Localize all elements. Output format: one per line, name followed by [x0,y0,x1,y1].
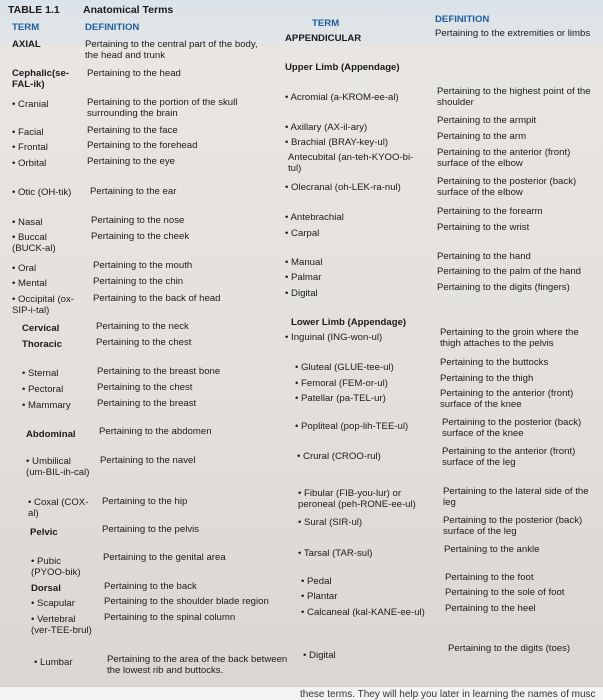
cell-pedal-def: Pertaining to the foot [445,572,534,583]
cell-oral-def: Pertaining to the mouth [93,260,193,271]
cell-buccal-def: Pertaining to the cheek [91,231,190,242]
cell-occipital-line-1: • Occipital (ox- [12,294,74,305]
cell-cephalic-line-2: FAL-ik) [12,78,45,90]
cell-abdominal-def: Pertaining to the abdomen [99,426,212,437]
cell-mammary: • Mammary [22,400,71,411]
table-title: Anatomical Terms [83,4,174,16]
cell-pubic-def: Pertaining to the genital area [103,552,226,563]
cell-pectoral-def: Pertaining to the chest [97,382,193,393]
cell-lumbar-def-line-2: the lowest rib and buttocks. [107,664,224,676]
cell-facial: • Facial [12,127,44,138]
cell-dorsal-def: Pertaining to the back [104,581,197,592]
cell-vertebral-line-1: • Vertebral [31,614,76,625]
cell-occipital-line-2: SIP-i-tal) [12,304,50,316]
cell-vertebral-def: Pertaining to the spinal column [104,612,236,623]
cell-calcaneal-def: Pertaining to the heel [445,603,536,614]
cell-popliteal-def-line-2: surface of the knee [442,427,524,439]
cell-sternal-def: Pertaining to the breast bone [97,366,221,377]
cell-scapular: • Scapular [31,598,75,609]
cell-carpal-def: Pertaining to the wrist [437,222,530,233]
cell-vertebral-line-2: (ver-TEE-brul) [31,624,92,636]
cell-thoracic-def: Pertaining to the chest [96,337,192,348]
cell-manual: • Manual [285,257,323,268]
cell-axial-def-line-1: Pertaining to the central part of the body, [85,39,258,50]
cell-axial: AXIAL [12,39,41,50]
cell-nasal-def: Pertaining to the nose [91,215,185,226]
cell-gluteal-def: Pertaining to the buttocks [440,357,549,368]
cell-tarsal: • Tarsal (TAR-sul) [298,548,373,559]
cell-abdominal: Abdominal [26,429,76,440]
cell-inguinal-def-line-1: Pertaining to the groin where the [440,327,579,338]
cell-digital-upper: • Digital [285,288,318,299]
cell-appendicular-def: Pertaining to the extremities or limbs [435,28,591,39]
cell-lower-limb: Lower Limb (Appendage) [291,317,407,328]
cell-olecranal-def-line-1: Pertaining to the posterior (back) [437,176,577,187]
cell-otic-def: Pertaining to the ear [90,186,177,197]
cell-orbital-def: Pertaining to the eye [87,156,176,167]
cell-frontal: • Frontal [12,142,48,153]
cell-axillary: • Axillary (AX-il-ary) [285,122,368,133]
cell-antecubital-line-2: tul) [288,162,302,174]
cell-nasal: • Nasal [12,217,43,228]
cell-scapular-def: Pertaining to the shoulder blade region [104,596,269,607]
cell-pelvic-def: Pertaining to the pelvis [102,524,200,535]
cell-palmar: • Palmar [285,272,322,283]
cell-acromial-def-line-1: Pertaining to the highest point of the [437,86,591,97]
cell-mental-def: Pertaining to the chin [93,276,184,287]
cell-otic: • Otic (OH-tik) [12,187,72,198]
cell-frontal-def: Pertaining to the forehead [87,140,198,151]
cell-antecubital-def-line-2: surface of the elbow [437,157,523,169]
cell-dorsal: Dorsal [31,583,61,594]
cell-cephalic-def: Pertaining to the head [87,68,181,79]
cell-antebrachial-def: Pertaining to the forearm [437,206,543,217]
cell-crural: • Crural (CROO-rul) [297,451,381,462]
cell-tarsal-def: Pertaining to the ankle [444,544,540,555]
cell-upper-limb: Upper Limb (Appendage) [285,62,400,73]
cell-umbilical-def: Pertaining to the navel [100,455,196,466]
header-definition-left: DEFINITION [85,22,140,33]
cell-coxal-line-1: • Coxal (COX- [28,497,89,508]
cell-axial-def-line-2: the head and trunk [85,49,166,61]
cell-patellar-def-line-2: surface of the knee [440,398,522,410]
cell-umbilical-line-2: (um-BIL-ih-cal) [26,466,90,478]
cell-occipital-def: Pertaining to the back of head [93,293,221,304]
cell-buccal-line-2: (BUCK-al) [12,242,56,254]
cell-gluteal: • Gluteal (GLUE-tee-ul) [295,362,394,373]
cell-cranial-def-line-1: Pertaining to the portion of the skull [87,97,238,108]
cell-patellar: • Patellar (pa-TEL-ur) [295,393,386,404]
cell-sural-def-line-2: surface of the leg [443,525,517,537]
header-term-left: TERM [12,22,40,33]
cell-olecranal-def-line-2: surface of the elbow [437,186,523,198]
cell-inguinal: • Inguinal (ING-won-ul) [285,332,383,343]
header-definition-right: DEFINITION [435,14,490,25]
cell-oral: • Oral [12,263,37,274]
cell-mental: • Mental [12,278,47,289]
cell-acromial: • Acromial (a-KROM-ee-al) [285,92,399,103]
header-term-right: TERM [312,18,340,29]
cell-palmar-def: Pertaining to the palm of the hand [437,266,582,277]
cell-crural-def-line-1: Pertaining to the anterior (front) [442,446,576,457]
cell-lumbar: • Lumbar [34,657,73,668]
cell-lumbar-def-line-1: Pertaining to the area of the back between [107,654,288,665]
cell-femoral: • Femoral (FEM-or-ul) [295,378,388,389]
cell-popliteal-def-line-1: Pertaining to the posterior (back) [442,417,582,428]
cell-cervical: Cervical [22,323,60,334]
cell-plantar-def: Pertaining to the sole of foot [445,587,565,598]
cell-orbital: • Orbital [12,158,47,169]
cell-acromial-def-line-2: shoulder [437,96,474,108]
cell-appendicular: APPENDICULAR [285,33,362,44]
cell-digital-upper-def: Pertaining to the digits (fingers) [437,282,570,293]
cell-pubic-line-1: • Pubic [31,556,62,567]
cell-sternal: • Sternal [22,368,59,379]
cell-fibular-line-2: peroneal (peh-RONE-ee-ul) [298,498,416,510]
cell-coxal-def: Pertaining to the hip [102,496,188,507]
cell-cephalic-line-1: Cephalic(se- [12,68,70,79]
cell-facial-def: Pertaining to the face [87,125,178,136]
cell-digital-lower-def: Pertaining to the digits (toes) [448,643,571,654]
cell-olecranal: • Olecranal (oh-LEK-ra-nul) [285,182,401,193]
cell-coxal-line-2: al) [28,507,39,519]
cell-cranial-def-line-2: surrounding the brain [87,107,178,119]
cell-brachial-def: Pertaining to the arm [437,131,527,142]
cell-antebrachial: • Antebrachial [285,212,344,223]
cell-cervical-def: Pertaining to the neck [96,321,189,332]
cell-antecubital-line-1: Antecubital (an-teh-KYOO-bi- [288,152,414,163]
cell-patellar-def-line-1: Pertaining to the anterior (front) [440,388,574,399]
cell-mammary-def: Pertaining to the breast [97,398,197,409]
cell-sural-def-line-1: Pertaining to the posterior (back) [443,515,583,526]
cell-buccal-line-1: • Buccal [12,232,47,243]
cell-thoracic: Thoracic [22,339,62,350]
cell-femoral-def: Pertaining to the thigh [440,373,534,384]
cell-pelvic: Pelvic [30,527,58,538]
cell-digital-lower: • Digital [303,650,336,661]
cell-fibular-def-line-1: Pertaining to the lateral side of the [443,486,589,497]
cell-popliteal: • Popliteal (pop-lih-TEE-ul) [295,421,409,432]
cell-calcaneal: • Calcaneal (kal-KANE-ee-ul) [301,607,425,618]
cell-fibular-line-1: • Fibular (FIB-you-lur) or [298,488,402,499]
cell-inguinal-def-line-2: thigh attaches to the pelvis [440,337,554,349]
cell-pectoral: • Pectoral [22,384,64,395]
cell-fibular-def-line-2: leg [443,496,456,508]
cell-brachial: • Brachial (BRAY-key-ul) [285,137,389,148]
footer-text: these terms. They will help you later in learning the names of musc [300,689,596,700]
table-number: TABLE 1.1 [8,4,60,16]
cell-manual-def: Pertaining to the hand [437,251,531,262]
cell-cranial: • Cranial [12,99,49,110]
cell-carpal: • Carpal [285,228,320,239]
cell-umbilical-line-1: • Umbilical [26,456,71,467]
cell-antecubital-def-line-1: Pertaining to the anterior (front) [437,147,571,158]
cell-crural-def-line-2: surface of the leg [442,456,516,468]
cell-plantar: • Plantar [301,591,338,602]
cell-pedal: • Pedal [301,576,332,587]
cell-axillary-def: Pertaining to the armpit [437,115,537,126]
cell-sural: • Sural (SIR-ul) [298,517,363,528]
cell-pubic-line-2: (PYOO-bik) [31,566,81,578]
